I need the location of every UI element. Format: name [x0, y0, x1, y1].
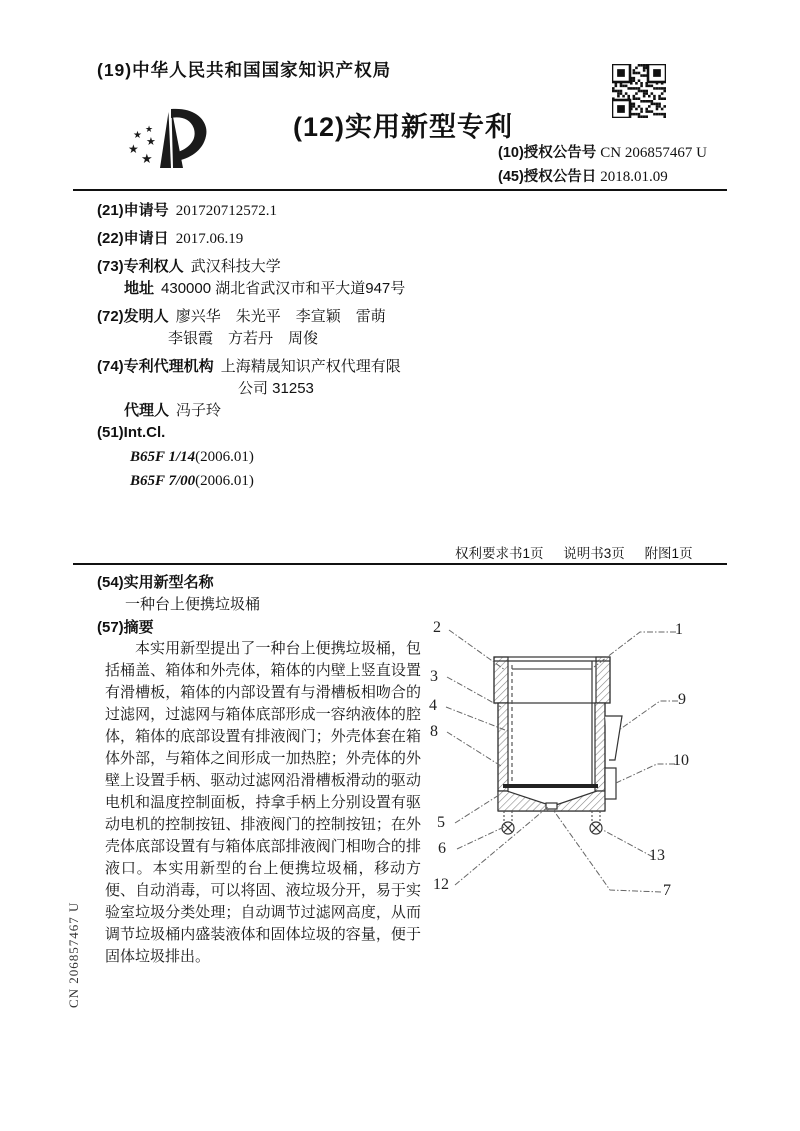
intcl-label: (51)Int.Cl. — [97, 424, 166, 441]
abstract-text: 本实用新型提出了一种台上便携垃圾桶，包括桶盖、箱体和外壳体，箱体的内壁上竖直设置有滑槽板，箱体的内部设置有与滑槽板相吻合的过滤网，过滤网与箱体底部形成一容纳液体的腔体，箱体的底部设置有排液阀门；外壳体套在箱体外部，与箱体之间形成一加热腔；外壳体的外壁上设置手柄、驱动过滤网沿滑槽板滑动的驱动电机和温度控制面板，持拿手柄上分别设置有驱动电机的控制按钮、排液阀门的控制按钮；在外壳体底部设置有与箱体底部排液阀门相吻合的排液口。本实用新型的台上便携垃圾桶，移动方便、自动消毒，可以将固、液垃圾分开，易于实验室垃圾分类处理；自动调节过滤网高度，从而调节垃圾桶内盛装液体和固体垃圾的容量，便于固体垃圾排出。 — [105, 640, 421, 965]
patentee-label: (73)专利权人 — [97, 258, 184, 275]
document-type-title: (12)实用新型专利 — [293, 112, 514, 142]
intcl-entry-2-code: B65F 7/00 — [130, 473, 196, 489]
pages-info — [455, 542, 709, 562]
patent-office-line: (19)中华人民共和国国家知识产权局 — [97, 60, 392, 80]
figure-label-5: 5 — [437, 814, 445, 831]
patentee-row — [97, 255, 281, 276]
description-pages: 说明书3页 — [563, 546, 625, 561]
figure-label-13: 13 — [649, 847, 665, 864]
application-number-value: 201720712572.1 — [175, 203, 277, 219]
drawing-canvas — [425, 600, 710, 910]
figure-label-4: 4 — [429, 697, 437, 714]
agent-value: 冯子玲 — [176, 402, 222, 419]
intcl-entry-1-year: (2006.01) — [195, 449, 254, 465]
figure-label-10: 10 — [673, 752, 689, 769]
cnipa-logo-icon — [113, 96, 223, 181]
figure-label-8: 8 — [430, 723, 438, 740]
inventors-line1: 廖兴华 朱光平 李宣颖 雷萌 — [175, 308, 386, 325]
section-divider — [73, 563, 727, 565]
svg-text:★: ★ — [133, 130, 142, 141]
abstract-section-label: (57)摘要 — [97, 619, 154, 636]
drawings-pages: 附图1页 — [644, 546, 693, 561]
figure-label-9: 9 — [678, 691, 686, 708]
intcl-row — [97, 424, 172, 441]
patent-drawing — [425, 600, 710, 910]
svg-text:★: ★ — [145, 124, 154, 134]
qr-code-icon — [612, 64, 666, 118]
publication-date-label: (45)授权公告日 — [498, 169, 597, 185]
agency-value: 上海精晟知识产权代理有限 — [220, 358, 401, 375]
agent-row — [124, 399, 221, 420]
publication-date-row — [498, 165, 668, 186]
intcl-entry-1 — [130, 449, 254, 466]
svg-text:★: ★ — [141, 151, 153, 166]
inventors-line2: 李银霞 方若丹 周俊 — [168, 330, 319, 347]
figure-label-6: 6 — [438, 840, 446, 857]
header-divider — [73, 189, 727, 191]
patentee-value: 武汉科技大学 — [190, 258, 281, 275]
figure-label-7: 7 — [663, 882, 671, 899]
address-label: 地址 — [124, 280, 155, 297]
title-section-label: (54)实用新型名称 — [97, 574, 214, 591]
agent-label: 代理人 — [124, 402, 170, 419]
agency-row-2 — [238, 377, 314, 398]
svg-text:★: ★ — [128, 142, 139, 156]
application-number-row — [97, 199, 277, 220]
intcl-entry-1-code: B65F 1/14 — [130, 449, 196, 465]
publication-number-value: CN 206857467 U — [600, 145, 707, 161]
address-row — [124, 277, 405, 298]
figure-label-12: 12 — [433, 876, 449, 893]
side-publication-code: CN 206857467 U — [66, 901, 81, 1008]
svg-text:★: ★ — [146, 136, 156, 148]
inventors-row — [97, 305, 386, 326]
figure-label-3: 3 — [430, 668, 438, 685]
intcl-entry-2 — [130, 473, 254, 490]
application-date-row — [97, 227, 243, 248]
address-value: 430000 湖北省武汉市和平大道947号 — [161, 280, 406, 297]
application-number-label: (21)申请号 — [97, 202, 169, 219]
publication-date-value: 2018.01.09 — [600, 169, 668, 185]
publication-number-label: (10)授权公告号 — [498, 145, 597, 161]
publication-number-row — [498, 141, 707, 162]
figure-label-1: 1 — [675, 621, 683, 638]
inventors-label: (72)发明人 — [97, 308, 169, 325]
inventors-row-2 — [168, 327, 318, 348]
agency-label: (74)专利代理机构 — [97, 358, 214, 375]
application-date-label: (22)申请日 — [97, 230, 169, 247]
invention-title: 一种台上便携垃圾桶 — [125, 596, 261, 613]
agency-row — [97, 355, 401, 376]
figure-label-2: 2 — [433, 619, 441, 636]
agency-value2: 公司 31253 — [238, 380, 314, 397]
intcl-entry-2-year: (2006.01) — [195, 473, 254, 489]
application-date-value: 2017.06.19 — [175, 231, 244, 247]
claims-pages: 权利要求书1页 — [455, 546, 544, 561]
